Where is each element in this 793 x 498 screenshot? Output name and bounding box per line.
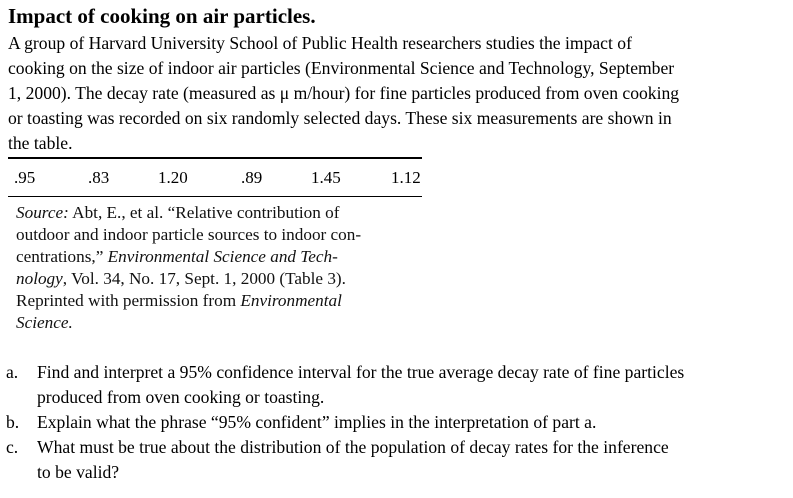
question-text: What must be true about the distribution of the population of decay rates for the inference [37, 437, 669, 457]
question-letter: b. [6, 412, 20, 432]
question-item [6, 410, 791, 435]
source-line [16, 312, 426, 334]
question-text: Explain what the phrase “95% confident” implies in the interpretation of part a. [37, 412, 597, 432]
question-text: to be valid? [37, 462, 120, 482]
table-row [8, 159, 422, 193]
question-text: Find and interpret a 95% confidence interval for the true average decay rate of fine particles [37, 362, 685, 382]
source-text: Abt, E., et al. “Relative contribution of [68, 203, 340, 222]
journal-name: Environmental Science and Tech- [107, 247, 338, 266]
intro-line: 1, 2000). The decay rate (measured as μ m/hour) for fine particles produced from oven cooking [8, 83, 680, 103]
question-letter: a. [6, 362, 19, 382]
source-citation [16, 202, 426, 334]
question-list [6, 360, 791, 485]
intro-line: the table. [8, 133, 73, 153]
decay-rate-table [8, 157, 422, 197]
problem-title: Impact of cooking on air particles. [8, 4, 316, 28]
source-text: Reprinted with permission from [16, 291, 241, 310]
intro-line: or toasting was recorded on six randomly selected days. These six measurements are shown in [8, 108, 672, 128]
source-line [16, 268, 426, 290]
question-text: produced from oven cooking or toasting. [37, 387, 325, 407]
source-line [16, 202, 426, 224]
intro-line: cooking on the size of indoor air particles (Environmental Science and Technology, September [8, 58, 675, 78]
intro-line: A group of Harvard University School of Public Health researchers studies the impact of [8, 33, 632, 53]
table-cell: 1.20 [158, 168, 188, 187]
table-cell: .95 [14, 168, 36, 187]
table-cell: .89 [241, 168, 263, 187]
source-line [16, 246, 426, 268]
problem-intro [8, 31, 788, 156]
source-label: Source: [16, 203, 69, 222]
journal-name: Environmental [240, 291, 342, 310]
table-cell: 1.12 [391, 168, 421, 187]
question-item [6, 360, 791, 410]
table-cell: .83 [88, 168, 110, 187]
table-cell: 1.45 [311, 168, 341, 187]
journal-name: nology [16, 269, 63, 288]
table-bottom-rule [8, 196, 422, 197]
source-line: outdoor and indoor particle sources to indoor con- [16, 225, 362, 244]
source-line [16, 290, 426, 312]
source-text: centrations,” [16, 247, 108, 266]
journal-name: Science. [16, 313, 73, 332]
question-letter: c. [6, 437, 19, 457]
question-item [6, 435, 791, 485]
source-text: , Vol. 34, No. 17, Sept. 1, 2000 (Table 3). [62, 269, 346, 288]
